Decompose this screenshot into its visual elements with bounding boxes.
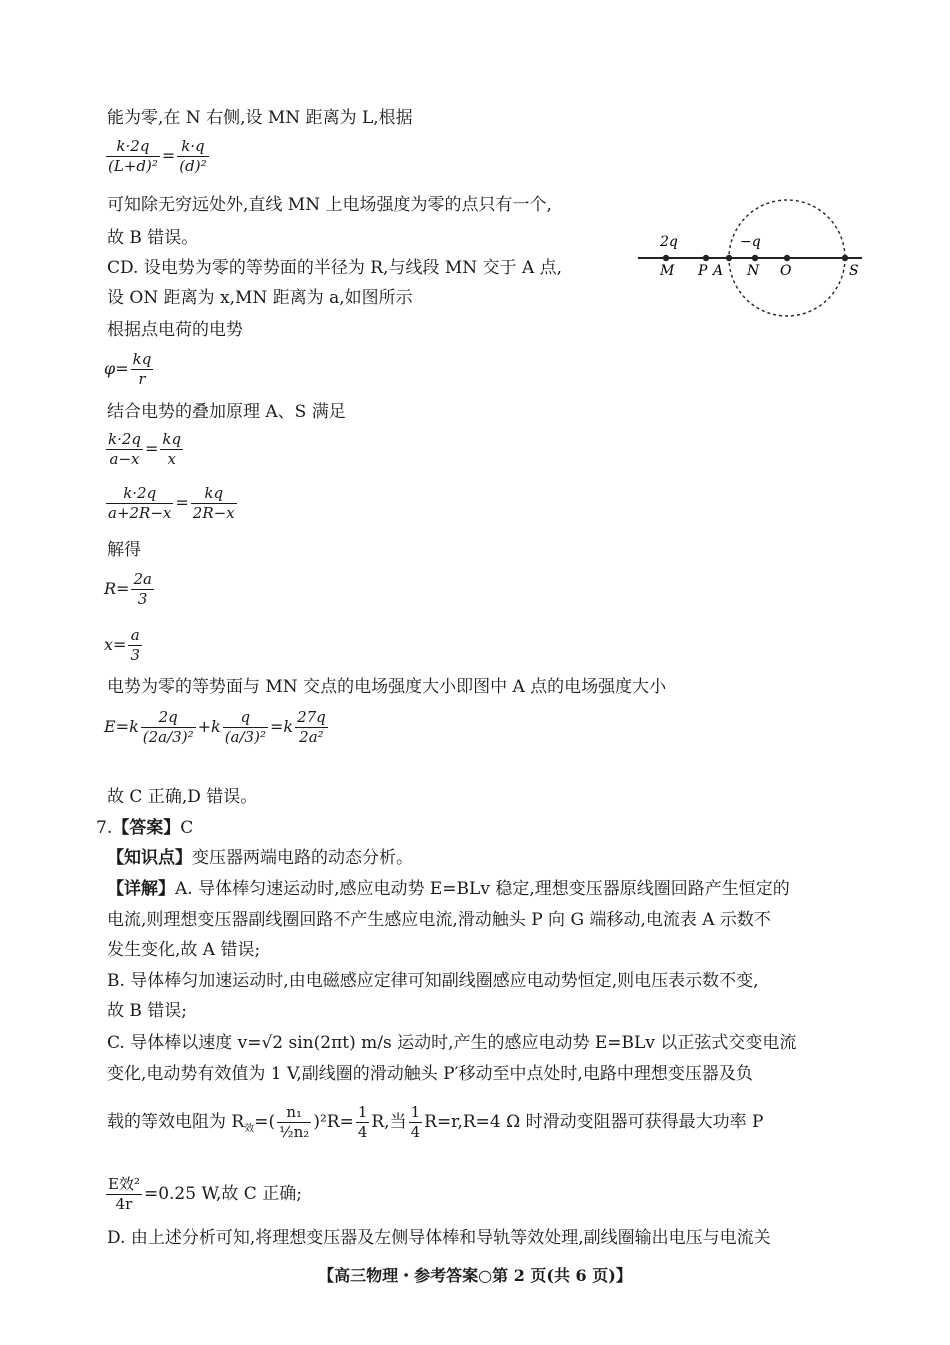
text-line: 根据点电荷的电势: [107, 320, 243, 340]
fraction-denominator: ½n₂: [279, 1123, 310, 1141]
detail-text: A. 导体棒匀速运动时,感应电动势 E=BLv 稳定,理想变压器原线圈回路产生恒定的: [175, 879, 790, 899]
fraction-denominator: (L+d)²: [108, 157, 158, 175]
fraction-denominator: a+2R−x: [108, 504, 172, 522]
fraction-denominator: r: [138, 370, 146, 388]
page-footer: 【高三物理・参考答案○第 2 页(共 6 页)】: [318, 1266, 632, 1285]
equals-sign: =: [161, 146, 176, 165]
fraction-numerator: k·2q: [106, 137, 160, 157]
text-line: 故 B 错误。: [107, 228, 199, 248]
fraction-numerator: 2q: [141, 708, 196, 728]
point-m: [663, 255, 669, 261]
question-7-answer: [96, 816, 193, 840]
text-run: 载的等效电阻为 R: [107, 1112, 245, 1132]
text-line: 电流,则理想变压器副线圈回路不产生感应电流,滑动触头 P 向 G 端移动,电流表 A 示数不: [107, 910, 771, 930]
fraction-numerator: k·2q: [106, 484, 173, 504]
text-line: CD. 设电势为零的等势面的半径为 R,与线段 MN 交于 A 点,: [107, 258, 563, 278]
text-line: 变化,电动势有效值为 1 V,副线圈的滑动触头 P′移动至中点处时,电路中理想变压器及负: [107, 1064, 753, 1084]
equation-field-balance: [104, 137, 211, 176]
equation-point-a: [104, 430, 185, 469]
text-line: 发生变化,故 A 错误;: [107, 940, 261, 960]
subscript: 效: [244, 1123, 255, 1135]
charge-neg-q-label: −q: [740, 234, 761, 250]
charge-2q-label: 2q: [660, 234, 678, 250]
text-line: 故 C 正确,D 错误。: [107, 787, 258, 807]
equals-sign: =k: [269, 717, 294, 736]
equals-sign: =: [175, 493, 189, 512]
text-run: R=r,R=4 Ω 时滑动变阻器可获得最大功率 P: [424, 1112, 764, 1132]
power-line: [104, 1172, 302, 1216]
fraction-numerator: 1: [410, 1103, 421, 1121]
equation-lhs: E=k: [104, 717, 139, 736]
text-run: =0.25 W,故 C 正确;: [143, 1184, 302, 1204]
point-p: [703, 255, 709, 261]
text-line: 设 ON 距离为 x,MN 距离为 a,如图所示: [107, 288, 413, 308]
fraction-denominator: (2a/3)²: [142, 728, 194, 746]
knowledge-tag: 【知识点】: [107, 848, 192, 868]
equation-lhs: x=: [104, 635, 127, 654]
fraction-denominator: 4: [357, 1123, 368, 1141]
equation-lhs: R=: [104, 579, 130, 598]
equivalent-resistance-line: [107, 1097, 763, 1154]
fraction-numerator: q: [223, 708, 268, 728]
equals-sign: =: [145, 439, 159, 458]
label-p: P: [698, 263, 708, 279]
text-line: 解得: [107, 540, 141, 560]
fraction-denominator: 2a²: [299, 728, 324, 746]
fraction-numerator: kq: [191, 484, 237, 504]
text-line: 能为零,在 N 右侧,设 MN 距离为 L,根据: [107, 108, 413, 128]
text-line: 故 B 错误;: [107, 1001, 188, 1021]
text-run: R,当: [371, 1112, 407, 1132]
text-run: =(: [254, 1112, 276, 1132]
detail-tag: 【详解】: [107, 879, 175, 899]
fraction-denominator: 3: [137, 590, 148, 608]
detail-line: [107, 877, 790, 901]
fraction-denominator: x: [167, 450, 176, 468]
fraction-numerator: kq: [132, 350, 152, 368]
equation-lhs: φ=: [104, 359, 129, 378]
text-line: B. 导体棒匀加速运动时,由电磁感应定律可知副线圈感应电动势恒定,则电压表示数不变,: [107, 971, 759, 991]
fraction-denominator: 3: [130, 646, 140, 664]
fraction-numerator: 2a: [133, 570, 152, 588]
equation-x: [104, 626, 144, 665]
fraction-numerator: k·2q: [108, 430, 142, 448]
fraction-numerator: n₁: [277, 1103, 311, 1123]
knowledge-text: 变压器两端电路的动态分析。: [192, 848, 413, 868]
text-line: 电势为零的等势面与 MN 交点的电场强度大小即图中 A 点的电场强度大小: [107, 677, 667, 697]
text-line: 结合电势的叠加原理 A、S 满足: [107, 402, 346, 422]
fraction-numerator: 27q: [297, 708, 326, 726]
label-s: S: [849, 263, 859, 279]
fraction-numerator: kq: [162, 430, 182, 448]
operator: +k: [197, 717, 221, 736]
fraction-numerator: 1: [357, 1103, 368, 1121]
point-n: [752, 255, 758, 261]
label-a: A: [713, 263, 724, 279]
label-n: N: [747, 263, 760, 279]
text-line: C. 导体棒以速度 v=√2 sin(2πt) m/s 运动时,产生的感应电动势 E=BLv 以正弦式交变电流: [107, 1033, 797, 1053]
answer-value: C: [180, 818, 194, 838]
question-number: 7.: [96, 818, 113, 838]
point-o: [784, 255, 790, 261]
text-run: )²R=: [313, 1112, 354, 1132]
text-line: D. 由上述分析可知,将理想变压器及左侧导体棒和导轨等效处理,副线圈输出电压与电流关: [107, 1228, 771, 1248]
fraction-numerator: a: [128, 626, 142, 646]
fraction-denominator: 4r: [115, 1195, 133, 1213]
fraction-numerator: k·q: [177, 137, 208, 157]
fraction-numerator: E效²: [108, 1175, 140, 1193]
equation-field-at-a: [104, 708, 330, 747]
equation-point-s: [104, 484, 239, 523]
label-o: O: [780, 263, 792, 279]
label-m: M: [660, 263, 675, 279]
point-s: [842, 255, 848, 261]
fraction-denominator: 2R−x: [192, 504, 235, 522]
fraction-denominator: 4: [410, 1123, 421, 1141]
charge-diagram: [630, 198, 870, 318]
knowledge-point: [107, 846, 413, 870]
fraction-denominator: (a/3)²: [224, 728, 266, 746]
point-a: [726, 255, 732, 261]
equation-radius: [104, 570, 156, 609]
answer-tag: 【答案】: [112, 818, 181, 838]
fraction-denominator: (d)²: [179, 157, 207, 175]
equation-potential: [104, 350, 155, 389]
fraction-denominator: a−x: [109, 450, 140, 468]
text-line: 可知除无穷远处外,直线 MN 上电场强度为零的点只有一个,: [107, 195, 552, 215]
